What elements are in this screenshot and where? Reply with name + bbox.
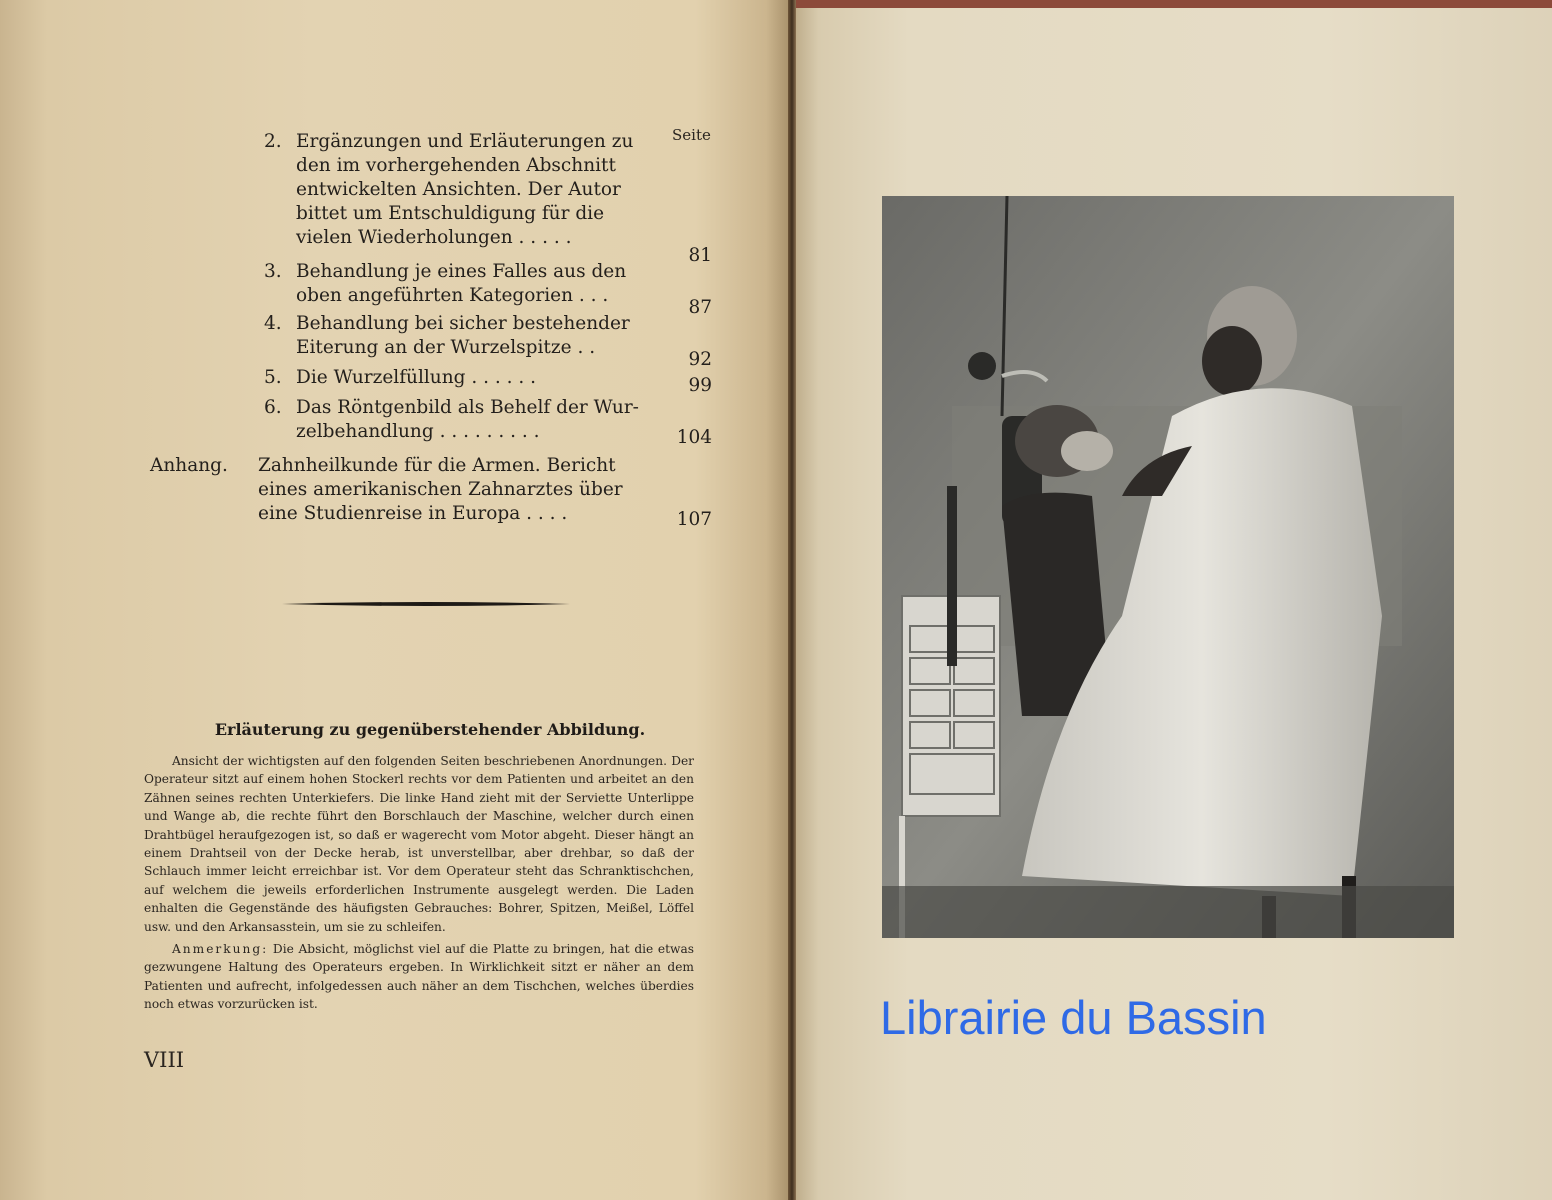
toc-entry-6: [264, 396, 712, 448]
toc-entry-text: [296, 130, 662, 250]
dentist-photo: [882, 196, 1454, 938]
toc-line: Behandlung je eines Falles aus den: [296, 261, 627, 282]
watermark-text: Librairie du Bassin: [880, 991, 1267, 1044]
toc-line: den im vorhergehenden Abschnitt: [296, 155, 616, 176]
note-text: Die Absicht, möglichst viel auf die Platte zu bringen, hat die etwas gezwungene Haltung des Operateurs ergeben. In Wirklichkeit sitzt er näher an dem Patienten und aufrecht, infolgedessen auch näher an dem Tischchen, welches überdies noch etwas vorzurücken ist.: [144, 942, 694, 1012]
seite-label: Seite: [672, 126, 711, 144]
toc-appendix: [150, 454, 712, 530]
toc-entry-text: [296, 366, 662, 390]
decorative-rule: [282, 600, 570, 608]
toc-line: Das Röntgenbild als Behelf der Wur-: [296, 397, 639, 418]
toc-entry-number: 5.: [264, 367, 282, 388]
toc-entry-number: 4.: [264, 313, 282, 334]
toc-page-number: 99: [688, 375, 712, 396]
toc-line: oben angeführten Kategorien . . .: [296, 285, 609, 306]
toc-page-number: 104: [676, 427, 712, 448]
toc-entry-4: [264, 312, 712, 370]
caption-body: [144, 752, 694, 1014]
book-gutter: [788, 0, 796, 1200]
page-number: VIII: [144, 1048, 185, 1072]
caption-title: Erläuterung zu gegenüberstehender Abbildung.: [214, 720, 646, 739]
toc-entry-2: [264, 130, 712, 266]
toc-line: Die Wurzelfüllung . . . . . .: [296, 367, 537, 388]
toc-entry-number: 3.: [264, 261, 282, 282]
toc-line: Behandlung bei sicher bestehender: [296, 313, 630, 334]
toc-line: Eiterung an der Wurzelspitze . .: [296, 337, 596, 358]
toc-line: bittet um Entschuldigung für die: [296, 203, 605, 224]
appendix-label: Anhang.: [150, 455, 228, 476]
toc-line: eine Studienreise in Europa . . . .: [258, 503, 568, 524]
toc-entry-number: 6.: [264, 397, 282, 418]
toc-entry-number: 2.: [264, 131, 282, 152]
note-label: Anmerkung:: [172, 942, 269, 957]
toc-line: vielen Wiederholungen . . . . .: [296, 227, 572, 248]
toc-page-number: 92: [688, 349, 712, 370]
toc-line: entwickelten Ansichten. Der Autor: [296, 179, 621, 200]
toc-page-number: 107: [676, 509, 712, 530]
toc-page-number: 81: [688, 245, 712, 266]
toc-entry-3: [264, 260, 712, 318]
caption-paragraph: Ansicht der wichtigsten auf den folgenden Seiten beschriebenen Anordnungen. Der Operateur sitzt auf einem hohen Stockerl rechts vor dem Patienten und arbeitet an den Zähnen seines rechten Unterkiefers. Die linke Hand zieht mit der Serviette Unterlippe und Wange ab, die rechte führt den Borschlauch der Maschine, welcher durch einen Drahtbügel heraufgezogen ist, so daß er wagerecht vom Motor abgeht. Dieser hängt an einem Drahtseil von der Decke herab, ist unverstellbar, aber drehbar, so daß der Schlauch immer leicht erreichbar ist. Vor dem Operateur steht das Schranktischchen, auf welchem die jeweils erforderlichen Instrumente ausgelegt werden. Die Laden enhalten die Gegenstände des häufigsten Gebrauches: Bohrer, Spitzen, Meißel, Löffel usw. und den Arkansasstein, um sie zu schleifen.: [144, 754, 694, 934]
toc-entry-text: [296, 312, 662, 360]
toc-entry-text: [296, 396, 662, 444]
toc-line: zelbehandlung . . . . . . . . .: [296, 421, 540, 442]
toc-line: Zahnheilkunde für die Armen. Bericht: [258, 455, 616, 476]
appendix-text: [258, 454, 654, 526]
toc-entry-5: [264, 366, 712, 396]
toc-line: Ergänzungen und Erläuterungen zu: [296, 131, 634, 152]
toc-page-number: 87: [688, 297, 712, 318]
cover-edge: [796, 0, 1552, 8]
photo-illustration: [882, 196, 1454, 938]
caption-note: [144, 940, 694, 1014]
toc-entry-text: [296, 260, 662, 308]
toc-line: eines amerikanischen Zahnarztes über: [258, 479, 623, 500]
